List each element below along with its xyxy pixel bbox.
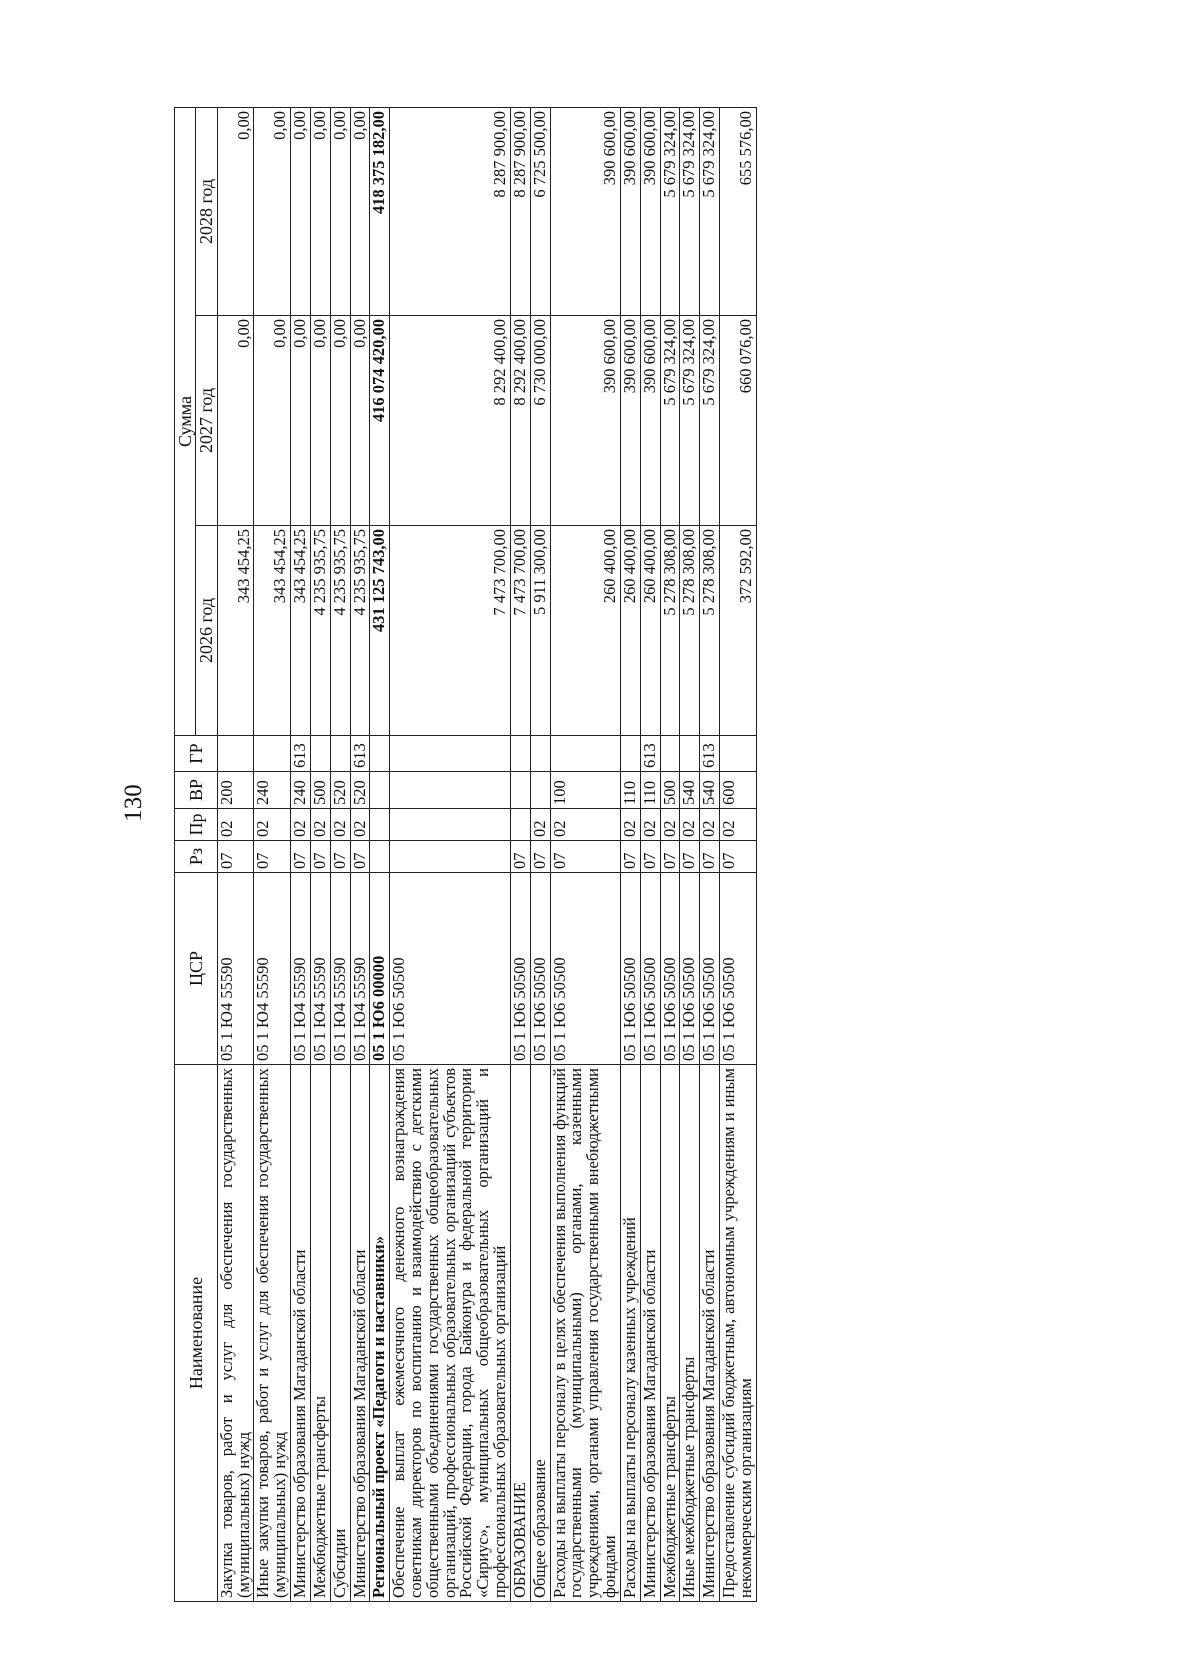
cell-pr: 02 (291, 809, 311, 841)
cell-2027: 660 076,00 (720, 316, 757, 526)
cell-2028: 390 600,00 (550, 107, 620, 315)
cell-csr: 05 1 Ю4 55590 (350, 873, 370, 1065)
cell-gr (530, 736, 550, 772)
cell-csr: 05 1 Ю6 50500 (620, 873, 640, 1065)
header-rz: Рз (175, 841, 218, 873)
cell-2027: 390 600,00 (550, 316, 620, 526)
header-gr: ГР (175, 736, 218, 772)
cell-2027: 0,00 (217, 316, 254, 526)
cell-2028: 0,00 (330, 107, 350, 315)
cell-vr (510, 772, 530, 809)
cell-vr (530, 772, 550, 809)
cell-gr: 613 (291, 736, 311, 772)
cell-2026: 372 592,00 (720, 526, 757, 736)
cell-gr (550, 736, 620, 772)
cell-vr: 540 (680, 772, 700, 809)
cell-2028: 8 287 900,00 (390, 107, 511, 315)
cell-pr: 02 (680, 809, 700, 841)
cell-gr (620, 736, 640, 772)
cell-2026: 5 278 308,00 (660, 526, 680, 736)
cell-name: Общее образование (530, 1065, 550, 1602)
cell-2026: 7 473 700,00 (510, 526, 530, 736)
table-row (350, 107, 370, 1601)
cell-vr: 500 (310, 772, 330, 809)
table-header (175, 107, 218, 1601)
cell-csr: 05 1 Ю6 00000 (370, 873, 390, 1065)
table-row (720, 107, 757, 1601)
cell-2026: 4 235 935,75 (310, 526, 330, 736)
cell-2028: 0,00 (350, 107, 370, 315)
header-name: Наименование (175, 1065, 218, 1602)
cell-2026: 7 473 700,00 (390, 526, 511, 736)
header-year-2026: 2026 год (196, 526, 217, 736)
cell-name: Иные закупки товаров, работ и услуг для обеспечения государственных (муниципальных) нужд (254, 1065, 291, 1602)
table-row (680, 107, 700, 1601)
cell-2027: 5 679 324,00 (700, 316, 720, 526)
cell-vr: 240 (291, 772, 311, 809)
table-row (390, 107, 511, 1601)
cell-2026: 431 125 743,00 (370, 526, 390, 736)
cell-name: Министерство образования Магаданской области (350, 1065, 370, 1602)
cell-csr: 05 1 Ю4 55590 (310, 873, 330, 1065)
cell-2028: 0,00 (291, 107, 311, 315)
cell-vr: 110 (620, 772, 640, 809)
cell-2026: 4 235 935,75 (330, 526, 350, 736)
cell-rz: 07 (640, 841, 660, 873)
cell-2026: 260 400,00 (640, 526, 660, 736)
cell-name: Расходы на выплаты персоналу казенных учреждений (620, 1065, 640, 1602)
cell-csr: 05 1 Ю4 55590 (254, 873, 291, 1065)
table-row (640, 107, 660, 1601)
cell-pr (390, 809, 511, 841)
table-row (370, 107, 390, 1601)
cell-2027: 8 292 400,00 (510, 316, 530, 526)
cell-gr (510, 736, 530, 772)
table-row (254, 107, 291, 1601)
cell-pr: 02 (530, 809, 550, 841)
cell-pr: 02 (217, 809, 254, 841)
cell-gr (217, 736, 254, 772)
cell-2028: 390 600,00 (620, 107, 640, 315)
cell-vr: 200 (217, 772, 254, 809)
cell-pr: 02 (350, 809, 370, 841)
cell-2027: 0,00 (350, 316, 370, 526)
cell-2027: 0,00 (330, 316, 350, 526)
cell-csr: 05 1 Ю6 50500 (550, 873, 620, 1065)
cell-name: Министерство образования Магаданской области (291, 1065, 311, 1602)
cell-2027: 5 679 324,00 (660, 316, 680, 526)
budget-table (174, 107, 757, 1602)
cell-rz: 07 (217, 841, 254, 873)
cell-2028: 6 725 500,00 (530, 107, 550, 315)
cell-2028: 8 287 900,00 (510, 107, 530, 315)
cell-pr: 02 (640, 809, 660, 841)
table-row (530, 107, 550, 1601)
cell-2026: 343 454,25 (217, 526, 254, 736)
cell-name: Региональный проект «Педагоги и наставники» (370, 1065, 390, 1602)
cell-gr: 613 (350, 736, 370, 772)
cell-2027: 0,00 (254, 316, 291, 526)
cell-rz: 07 (680, 841, 700, 873)
cell-vr: 100 (550, 772, 620, 809)
cell-2026: 5 278 308,00 (680, 526, 700, 736)
cell-2026: 260 400,00 (550, 526, 620, 736)
cell-vr: 520 (350, 772, 370, 809)
cell-csr: 05 1 Ю4 55590 (291, 873, 311, 1065)
cell-2027: 6 730 000,00 (530, 316, 550, 526)
cell-csr: 05 1 Ю6 50500 (660, 873, 680, 1065)
cell-pr (510, 809, 530, 841)
cell-csr: 05 1 Ю6 50500 (510, 873, 530, 1065)
table-row (217, 107, 254, 1601)
cell-csr: 05 1 Ю6 50500 (720, 873, 757, 1065)
cell-vr: 540 (700, 772, 720, 809)
cell-name: Обеспечение выплат ежемесячного денежного вознаграждения советникам директоров по воспитанию и взаимодействию с детскими общественными объединениями государственных общеобразовательных организаций, профессиональных образовательных организаций субъектов Российской Федерации, города Байконура и федеральной территории «Сириус», муниципальных общеобразовательных организаций и профессиональных образовательных организаций (390, 1065, 511, 1602)
cell-pr (370, 809, 390, 841)
cell-2028: 0,00 (310, 107, 330, 315)
cell-2028: 5 679 324,00 (660, 107, 680, 315)
cell-rz: 07 (254, 841, 291, 873)
cell-name: Предоставление субсидий бюджетным, автономным учреждениям и иным некоммерческим организациям (720, 1065, 757, 1602)
cell-rz: 07 (510, 841, 530, 873)
table-row (510, 107, 530, 1601)
cell-2027: 0,00 (310, 316, 330, 526)
cell-pr: 02 (254, 809, 291, 841)
cell-csr: 05 1 Ю6 50500 (700, 873, 720, 1065)
cell-pr: 02 (700, 809, 720, 841)
cell-2027: 8 292 400,00 (390, 316, 511, 526)
cell-gr (330, 736, 350, 772)
cell-gr: 613 (700, 736, 720, 772)
cell-2028: 0,00 (217, 107, 254, 315)
header-sum: Сумма (175, 107, 196, 735)
cell-name: Межбюджетные трансферты (310, 1065, 330, 1602)
cell-rz: 07 (550, 841, 620, 873)
cell-name: ОБРАЗОВАНИЕ (510, 1065, 530, 1602)
cell-vr (370, 772, 390, 809)
cell-name: Субсидии (330, 1065, 350, 1602)
table-row (330, 107, 350, 1601)
table-row (620, 107, 640, 1601)
cell-csr: 05 1 Ю4 55590 (217, 873, 254, 1065)
cell-name: Министерство образования Магаданской области (640, 1065, 660, 1602)
cell-rz: 07 (330, 841, 350, 873)
cell-gr (254, 736, 291, 772)
cell-csr: 05 1 Ю6 50500 (640, 873, 660, 1065)
table-row (291, 107, 311, 1601)
cell-2026: 4 235 935,75 (350, 526, 370, 736)
cell-2027: 390 600,00 (620, 316, 640, 526)
cell-rz (390, 841, 511, 873)
page-number: 130 (120, 784, 147, 822)
header-vr: ВР (175, 772, 218, 809)
cell-rz (370, 841, 390, 873)
cell-csr: 05 1 Ю6 50500 (680, 873, 700, 1065)
cell-gr (660, 736, 680, 772)
cell-gr (370, 736, 390, 772)
rotated-table-wrapper (174, 108, 755, 1602)
table-row (700, 107, 720, 1601)
cell-vr: 520 (330, 772, 350, 809)
cell-pr: 02 (330, 809, 350, 841)
cell-gr (680, 736, 700, 772)
cell-2027: 416 074 420,00 (370, 316, 390, 526)
cell-name: Расходы на выплаты персоналу в целях обеспечения выполнения функций государственными (муниципальными) органами, казенными учреждениями, органами управления государственными внебюджетными фондами (550, 1065, 620, 1602)
cell-2028: 655 576,00 (720, 107, 757, 315)
table-row (550, 107, 620, 1601)
cell-rz: 07 (620, 841, 640, 873)
table-body (217, 107, 756, 1601)
cell-2028: 418 375 182,00 (370, 107, 390, 315)
cell-csr: 05 1 Ю6 50500 (390, 873, 511, 1065)
cell-rz: 07 (350, 841, 370, 873)
header-year-2028: 2028 год (196, 107, 217, 315)
cell-pr: 02 (310, 809, 330, 841)
cell-2026: 5 911 300,00 (530, 526, 550, 736)
cell-2028: 0,00 (254, 107, 291, 315)
cell-2028: 390 600,00 (640, 107, 660, 315)
cell-vr: 110 (640, 772, 660, 809)
cell-rz: 07 (291, 841, 311, 873)
header-pr: Пр (175, 809, 218, 841)
cell-gr (310, 736, 330, 772)
cell-2026: 5 278 308,00 (700, 526, 720, 736)
cell-2027: 0,00 (291, 316, 311, 526)
cell-rz: 07 (720, 841, 757, 873)
cell-vr (390, 772, 511, 809)
cell-vr: 600 (720, 772, 757, 809)
cell-2028: 5 679 324,00 (680, 107, 700, 315)
cell-pr: 02 (620, 809, 640, 841)
cell-name: Иные межбюджетные трансферты (680, 1065, 700, 1602)
cell-rz: 07 (700, 841, 720, 873)
cell-vr: 500 (660, 772, 680, 809)
cell-2026: 260 400,00 (620, 526, 640, 736)
cell-2027: 5 679 324,00 (680, 316, 700, 526)
header-year-2027: 2027 год (196, 316, 217, 526)
cell-2026: 343 454,25 (291, 526, 311, 736)
cell-rz: 07 (530, 841, 550, 873)
cell-rz: 07 (660, 841, 680, 873)
cell-2028: 5 679 324,00 (700, 107, 720, 315)
cell-gr (720, 736, 757, 772)
cell-pr: 02 (550, 809, 620, 841)
cell-rz: 07 (310, 841, 330, 873)
cell-2027: 390 600,00 (640, 316, 660, 526)
cell-gr (390, 736, 511, 772)
cell-vr: 240 (254, 772, 291, 809)
cell-pr: 02 (720, 809, 757, 841)
cell-name: Министерство образования Магаданской области (700, 1065, 720, 1602)
header-csr: ЦСР (175, 873, 218, 1065)
cell-name: Межбюджетные трансферты (660, 1065, 680, 1602)
cell-gr: 613 (640, 736, 660, 772)
cell-2026: 343 454,25 (254, 526, 291, 736)
cell-pr: 02 (660, 809, 680, 841)
cell-csr: 05 1 Ю4 55590 (330, 873, 350, 1065)
cell-name: Закупка товаров, работ и услуг для обеспечения государственных (муниципальных) нужд (217, 1065, 254, 1602)
table-row (310, 107, 330, 1601)
table-row (660, 107, 680, 1601)
cell-csr: 05 1 Ю6 50500 (530, 873, 550, 1065)
